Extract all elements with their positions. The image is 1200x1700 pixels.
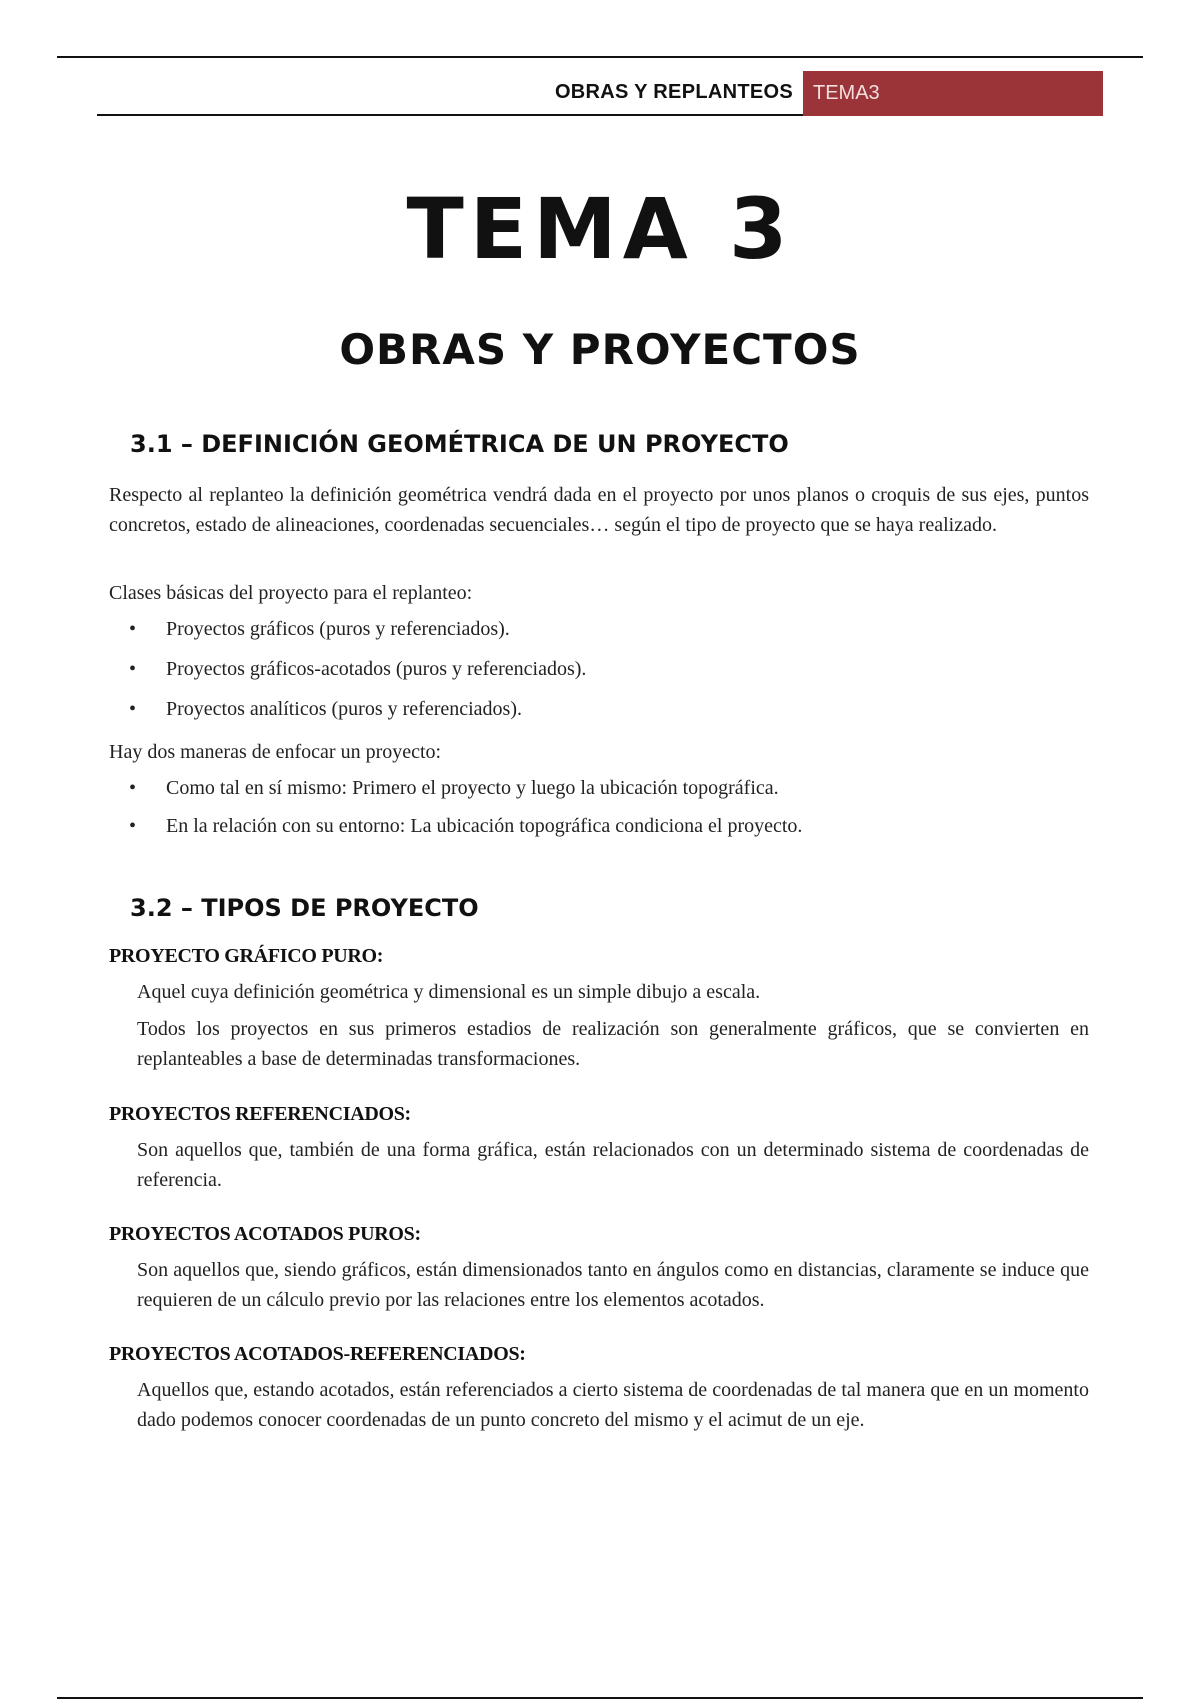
type-heading-acotados-puros: PROYECTOS ACOTADOS PUROS: <box>109 1223 421 1245</box>
header-title: OBRAS Y REPLANTEOS <box>554 81 793 103</box>
list-item: • Proyectos gráficos-acotados (puros y referenciados). <box>109 658 1089 698</box>
classes-intro-paragraph: Clases básicas del proyecto para el replanteo: <box>109 582 473 604</box>
type-heading-acotados-referenciados: PROYECTOS ACOTADOS-REFERENCIADOS: <box>109 1343 526 1365</box>
type-paragraph: Aquellos que, estando acotados, están referenciados a cierto sistema de coordenadas de tal manera que en un momento dado podemos conocer coordenadas de un punto concreto del mismo y el acimut de un eje. <box>137 1379 1089 1431</box>
bottom-rule <box>57 1697 1143 1699</box>
list-item: • En la relación con su entorno: La ubicación topográfica condiciona el proyecto. <box>109 815 1089 853</box>
list-item: • Como tal en sí mismo: Primero el proyecto y luego la ubicación topográfica. <box>109 777 1089 815</box>
type-paragraph: Son aquellos que, también de una forma gráfica, están relacionados con un determinado sistema de coordenadas de referencia. <box>137 1139 1089 1191</box>
list-item: • Proyectos gráficos (puros y referenciados). <box>109 618 1089 658</box>
document-subtitle: OBRAS Y PROYECTOS <box>339 325 861 374</box>
type-heading-referenciados: PROYECTOS REFERENCIADOS: <box>109 1103 411 1125</box>
top-rule <box>57 56 1143 58</box>
type-heading-grafico-puro: PROYECTO GRÁFICO PURO: <box>109 945 384 967</box>
page-header <box>97 71 1103 116</box>
section-heading-3-1: 3.1 – DEFINICIÓN GEOMÉTRICA DE UN PROYECTO <box>130 430 789 458</box>
header-badge: TEMA3 <box>803 71 1103 116</box>
approach-intro-paragraph: Hay dos maneras de enfocar un proyecto: <box>109 741 442 763</box>
classes-list <box>109 618 1089 738</box>
type-paragraph: Aquel cuya definición geométrica y dimensional es un simple dibujo a escala. <box>137 981 761 1003</box>
section1-intro-paragraph: Respecto al replanteo la definición geométrica vendrá dada en el proyecto por unos planos o croquis de sus ejes, puntos concretos, estado de alineaciones, coordenadas secuenciales… según el tipo de proyecto que se haya realizado. <box>109 484 1089 536</box>
approaches-list <box>109 777 1089 853</box>
document-title: TEMA 3 <box>406 180 794 278</box>
section-heading-3-2: 3.2 – TIPOS DE PROYECTO <box>130 894 479 922</box>
type-paragraph: Son aquellos que, siendo gráficos, están dimensionados tanto en ángulos como en distancias, claramente se induce que requieren de un cálculo previo por las relaciones entre los elementos acotados. <box>137 1259 1089 1311</box>
list-item: • Proyectos analíticos (puros y referenciados). <box>109 698 1089 738</box>
type-paragraph: Todos los proyectos en sus primeros estadios de realización son generalmente gráficos, que se convierten en replanteables a base de determinadas transformaciones. <box>137 1018 1089 1070</box>
